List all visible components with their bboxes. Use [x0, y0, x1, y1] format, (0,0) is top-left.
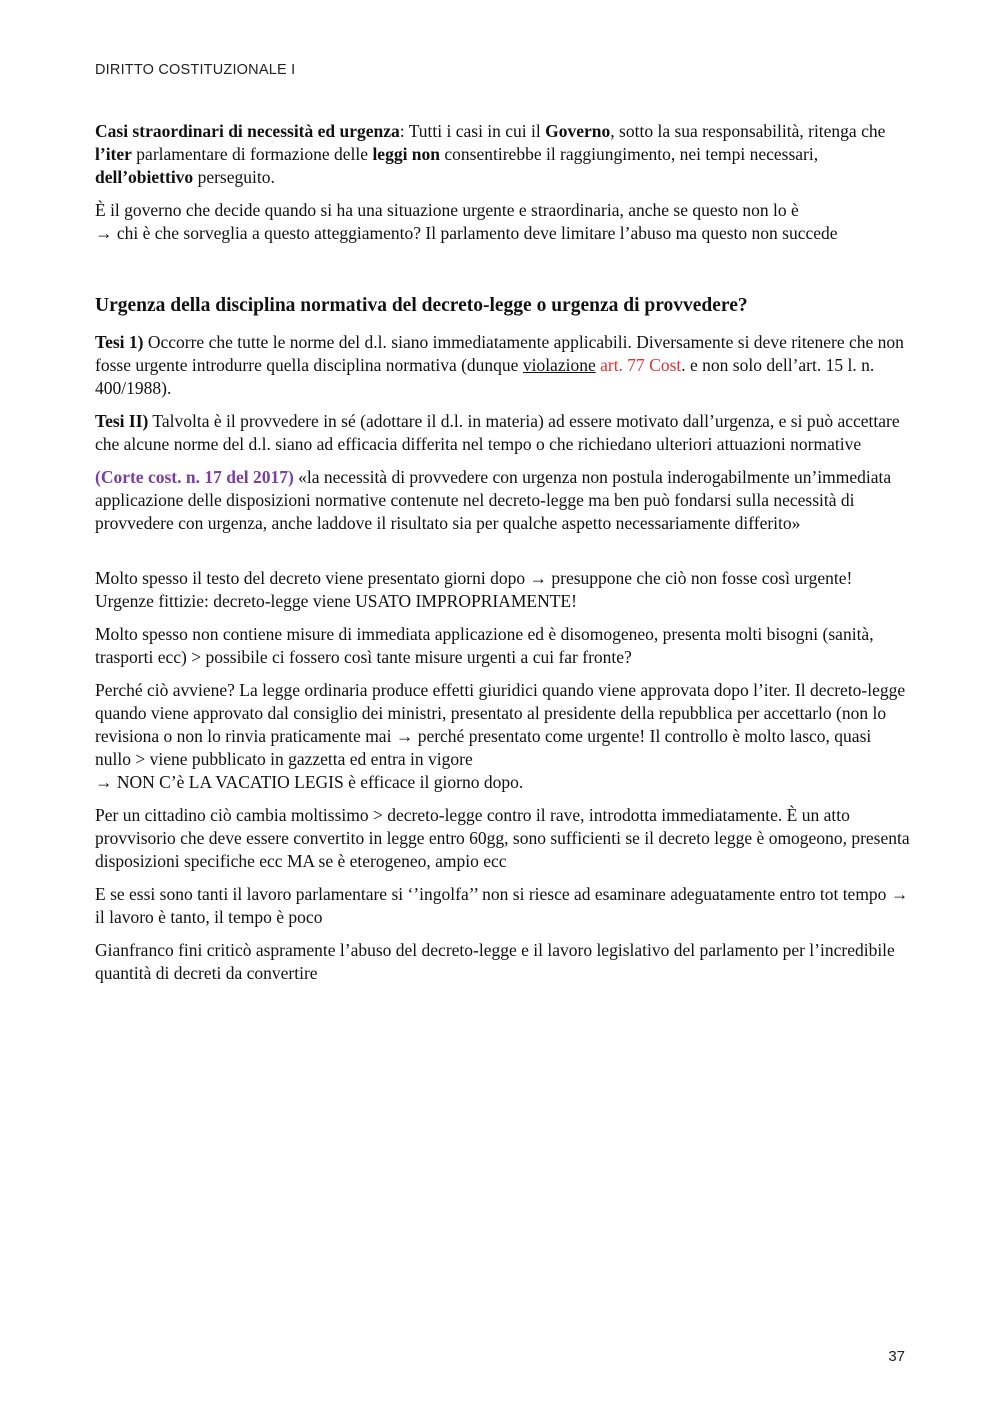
- text-span: perché presentato come urgente! Il controllo è molto lasco, quasi nullo > viene pubblicato in gazzetta ed entra in vigore: [95, 726, 872, 769]
- text-span: presuppone che ciò non fosse così urgente! Urgenze fittizie: decreto-legge viene USATO IMPROPRIAMENTE!: [95, 568, 853, 611]
- text-span: : Tutti i casi in cui il: [399, 121, 546, 141]
- text-span: «la necessità di provvedere con urgenza non postula inderogabilmente un’immediata applicazione delle disposizioni normative contenute nel decreto-legge ma ben può fondarsi sulla necessità di provvedere con urgenza, anche laddove il risultato sia per qualche aspetto necessariamente differito»: [95, 467, 892, 533]
- document-body: [95, 120, 910, 995]
- bold-term: Tesi 1): [95, 332, 144, 352]
- text-span: perseguito.: [193, 167, 275, 187]
- paragraph-gianfranco-fini: Gianfranco fini criticò aspramente l’abuso del decreto-legge e il lavoro legislativo del parlamento per l’incredibile quantità di decreti da convertire: [95, 940, 895, 983]
- paragraph-ingolfa: [95, 883, 910, 929]
- paragraph-governo-decide: [95, 199, 910, 245]
- bold-term: dell’obiettivo: [95, 167, 194, 187]
- paragraph-corte-cost: [95, 466, 910, 535]
- text-span: È il governo che decide quando si ha una situazione urgente e straordinaria, anche se questo non lo è: [95, 200, 799, 220]
- arrow-right-icon: →: [395, 726, 414, 746]
- bold-term: Tesi II): [95, 411, 149, 431]
- text-span: chi è che sorveglia a questo atteggiamento? Il parlamento deve limitare l’abuso ma questo non succede: [112, 223, 838, 243]
- arrow-right-icon: →: [95, 772, 113, 792]
- text-span: Talvolta è il provvedere in sé (adottare il d.l. in materia) ad essere motivato dall’urgenza, e si può accettare che alcune norme del d.l. siano ad efficacia differita nel tempo o che richiedano ulteriori attuazioni normative: [95, 411, 900, 454]
- case-citation: (Corte cost. n. 17 del 2017): [95, 467, 294, 487]
- paragraph-disomogeneo: Molto spesso non contiene misure di immediata applicazione ed è disomogeneo, presenta molti bisogni (sanità, trasporti ecc) > possibile ci fossero così tante misure urgenti a cui far fronte?: [95, 624, 874, 667]
- section-heading: Urgenza della disciplina normativa del decreto-legge o urgenza di provvedere?: [95, 295, 748, 316]
- arrow-right-icon: →: [890, 884, 909, 904]
- arrow-right-icon: →: [529, 568, 547, 588]
- bold-term: Casi straordinari di necessità ed urgenza: [95, 121, 400, 141]
- paragraph-tesi-1: [95, 331, 910, 400]
- paragraph-tesi-2: [95, 410, 910, 456]
- paragraph-urgenze-fittizie: [95, 567, 910, 613]
- paragraph-cittadino: Per un cittadino ciò cambia moltissimo > decreto-legge contro il rave, introdotta immediatamente. È un atto provvisorio che deve essere convertito in legge entro 60gg, sono sufficienti se il decreto legge è omogeono, presenta disposizioni specifiche ecc MA se è eterogeneo, ampio ecc: [95, 805, 910, 871]
- text-span: . e non solo dell’art. 15 l. n. 400/1988).: [95, 355, 875, 398]
- paragraph-casi-straordinari: [95, 120, 910, 189]
- page-number: 37: [888, 1348, 905, 1365]
- bold-term: leggi non: [372, 144, 441, 164]
- bold-term: Governo: [545, 121, 611, 141]
- text-span: E se essi sono tanti il lavoro parlamentare si ‘’ingolfa’’ non si riesce ad esaminare adeguatamente entro tot tempo: [95, 884, 891, 904]
- article-reference: art. 77 Cost: [600, 355, 682, 375]
- text-span: Occorre che tutte le norme del d.l. siano immediatamente applicabili. Diversamente si deve ritenere che non fosse urgente introdurre quella disciplina normativa (dunque: [95, 332, 904, 375]
- bold-term: l’iter: [95, 144, 132, 164]
- text-span: NON C’è LA VACATIO LEGIS è efficace il giorno dopo.: [112, 772, 524, 792]
- text-span: consentirebbe il raggiungimento, nei tempi necessari,: [440, 144, 819, 164]
- text-span: , sotto la sua responsabilità, ritenga che: [610, 121, 886, 141]
- arrow-right-icon: →: [95, 223, 113, 243]
- text-span: Molto spesso il testo del decreto viene presentato giorni dopo: [95, 568, 530, 588]
- text-span: parlamentare di formazione delle: [131, 144, 373, 164]
- text-span: il lavoro è tanto, il tempo è poco: [95, 907, 323, 927]
- text-span: Perché ciò avviene? La legge ordinaria produce effetti giuridici quando viene approvata dopo l’iter. Il decreto-legge quando viene approvato dal consiglio dei ministri, presentato al presidente della repubblica per accettarlo (non lo revisiona o non lo rinvia praticamente mai: [95, 680, 906, 746]
- paragraph-perche-avviene: [95, 679, 910, 794]
- page-header: DIRITTO COSTITUZIONALE I: [95, 62, 296, 78]
- underlined-term: violazione: [522, 355, 596, 375]
